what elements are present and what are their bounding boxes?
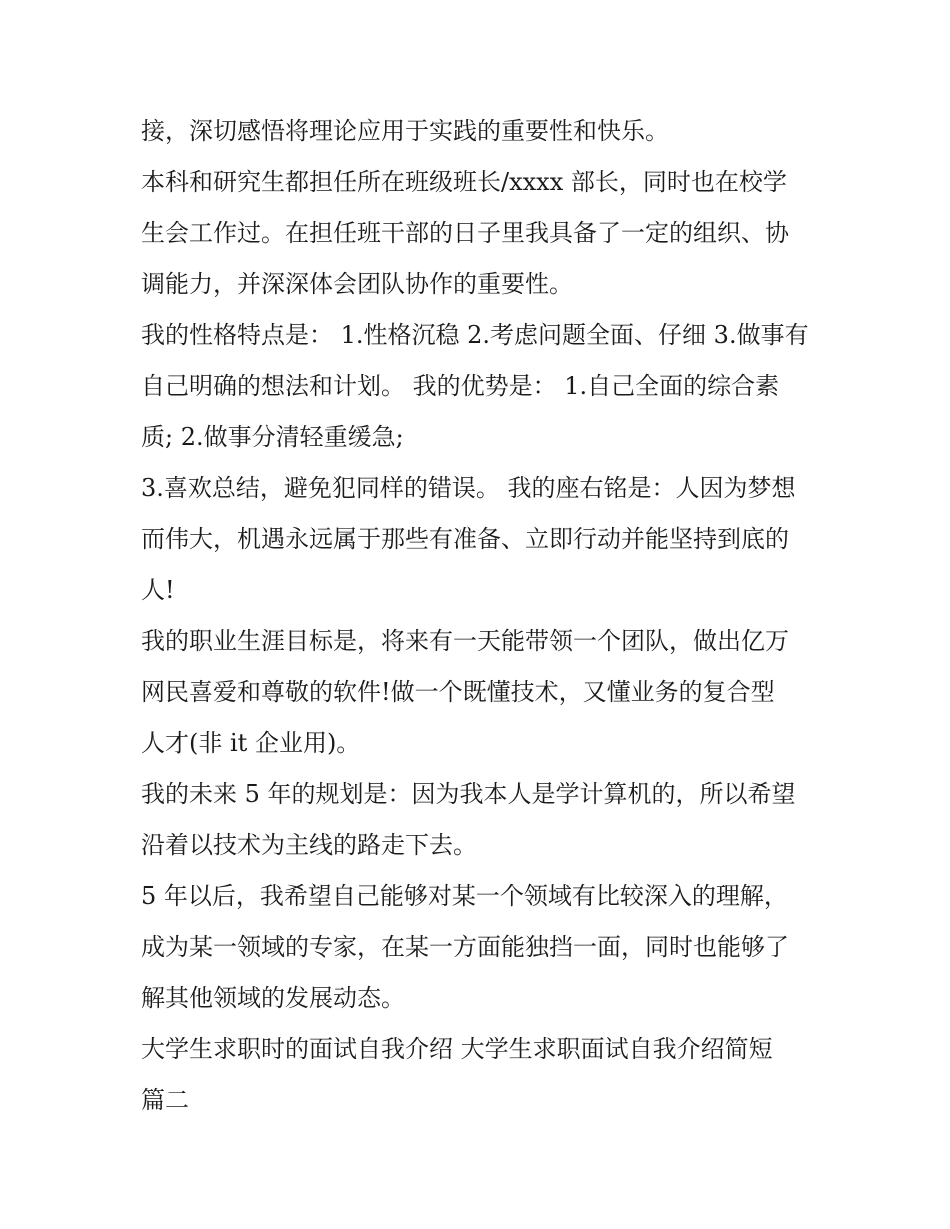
text-line-15: 沿着以技术为主线的路走下去。 xyxy=(141,831,477,859)
text-line-1: 接，深切感悟将理论应用于实践的重要性和快乐。 xyxy=(141,117,669,145)
text-line-17: 成为某一领域的专家，在某一方面能独挡一面，同时也能够了 xyxy=(141,933,789,961)
text-line-19: 大学生求职时的面试自我介绍 大学生求职面试自我介绍简短 xyxy=(141,1035,773,1063)
body-text xyxy=(141,106,831,1126)
text-line-14: 我的未来 5 年的规划是：因为我本人是学计算机的，所以希望 xyxy=(141,780,796,808)
text-line-6: 自己明确的想法和计划。 我的优势是： 1.自己全面的综合素 xyxy=(141,372,780,400)
text-line-11: 我的职业生涯目标是，将来有一天能带领一个团队，做出亿万 xyxy=(141,627,789,655)
text-line-2: 本科和研究生都担任所在班级班长/xxxx 部长，同时也在校学 xyxy=(141,168,787,196)
text-line-16: 5 年以后，我希望自己能够对某一个领域有比较深入的理解， xyxy=(141,882,788,910)
text-line-18: 解其他领域的发展动态。 xyxy=(141,984,405,1012)
text-line-12: 网民喜爱和尊敬的软件!做一个既懂技术，又懂业务的复合型 xyxy=(141,678,775,706)
text-line-10: 人! xyxy=(141,576,175,604)
text-line-4: 调能力，并深深体会团队协作的重要性。 xyxy=(141,270,573,298)
text-line-5: 我的性格特点是： 1.性格沉稳 2.考虑问题全面、仔细 3.做事有 xyxy=(141,321,809,349)
text-line-7: 质; 2.做事分清轻重缓急; xyxy=(141,423,404,451)
text-line-9: 而伟大，机遇永远属于那些有准备、立即行动并能坚持到底的 xyxy=(141,525,789,553)
text-line-8: 3.喜欢总结，避免犯同样的错误。 我的座右铭是：人因为梦想 xyxy=(141,474,796,502)
text-line-13: 人才(非 it 企业用)。 xyxy=(141,729,361,757)
text-line-20: 篇二 xyxy=(141,1086,189,1114)
text-line-3: 生会工作过。在担任班干部的日子里我具备了一定的组织、协 xyxy=(141,219,789,247)
